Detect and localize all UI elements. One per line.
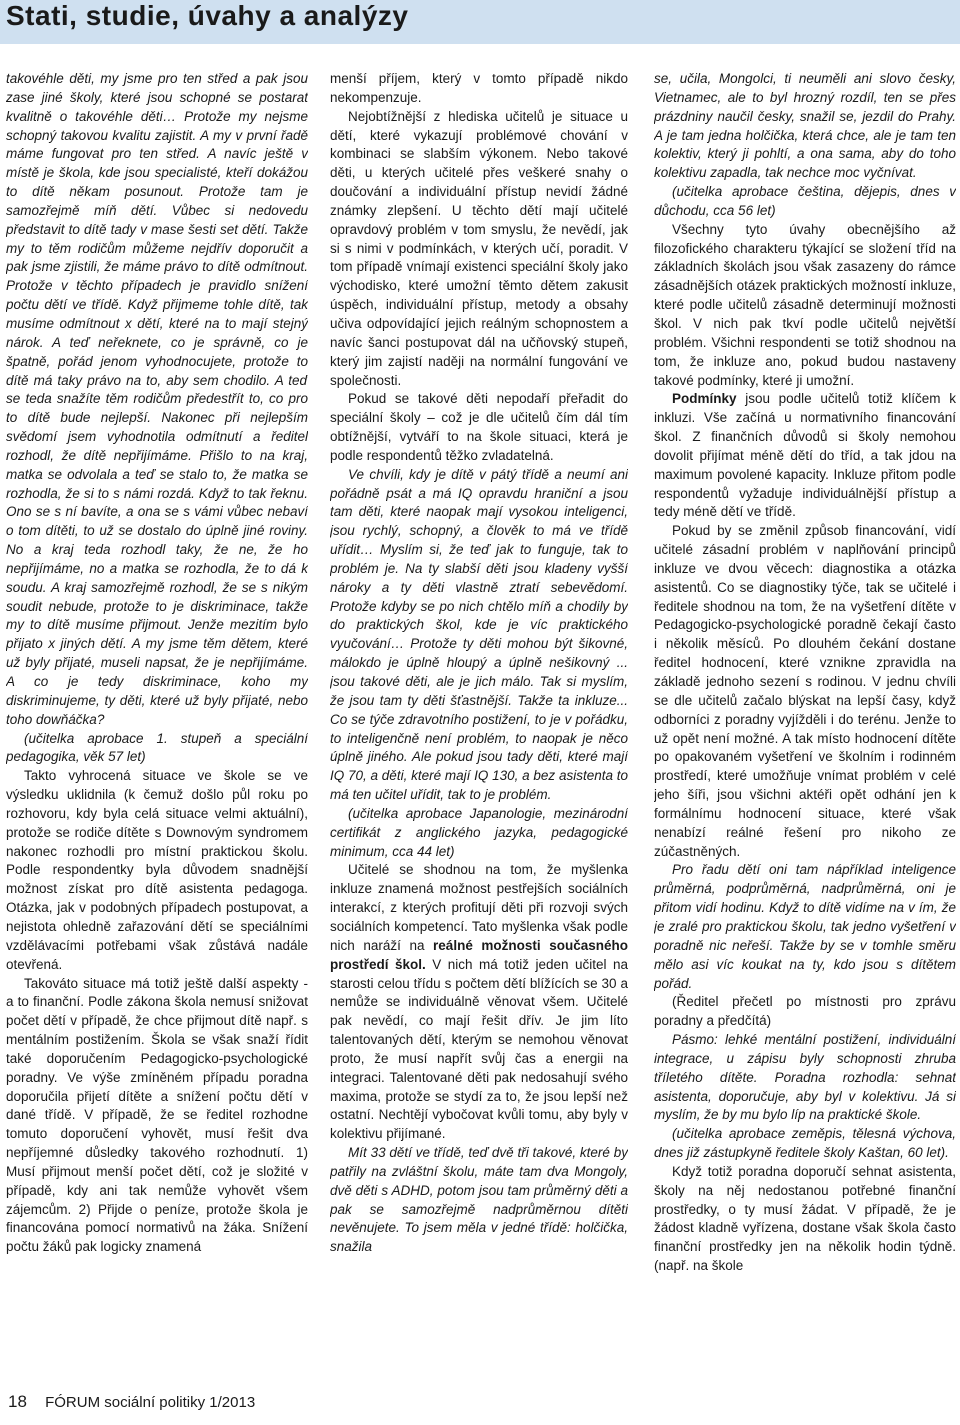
text-column-1 — [6, 70, 308, 1360]
paragraph: se, učila, Mongolci, ti neuměli ani slovo česky, Vietnamec, ale to byl hrozný rozdíl, ten se přes prázdniny naučil česky, snažil se, jezdil do Prahy. A je tam jedna holčička, která chce, ale je tam ten kolektiv, který ji pohltí, a ona sama, aby do toho kolektivu zapadla, tak nechce moc vyčnívat. — [654, 71, 956, 181]
section-title: Stati, studie, úvahy a analýzy — [6, 0, 409, 31]
paragraph: (učitelka aprobace 1. stupeň a speciální pedagogika, věk 57 let) — [6, 730, 308, 765]
paragraph: Nejobtížnější z hlediska učitelů je situace u dětí, které vykazují problémové chování v kombinaci se slabším výkonem. Nebo takové děti, u kterých učitelé přes veškeré snahy o doučování a individuální přístup nevidí žádné známky zlepšení. U těchto dětí mají učitelé opravdový problém v tom smyslu, že nevědí, jak si s nimi v podmínkách, v kterých učí, poradit. V tom případě vnímají existenci speciální školy jako východisko, které umožní těmto dětem zakusit úspěch, individuální přístup, metody a obsahy učiva odpovídající jejich reálným schopnostem a navíc šanci postupovat dál na učňovský stupeň, který jim zajistí naději na normální fungování ve společnosti. — [330, 108, 628, 388]
section-header-bar — [0, 0, 960, 44]
paragraph: (Ředitel přečetl po místnosti pro zprávu poradny a předčítá) — [654, 994, 956, 1029]
text-column-3 — [654, 70, 956, 1360]
paragraph: Pro řadu dětí oni tam nápříklad inteligence průměrná, podprůměrná, nadprůměrná, oni je přitom vidí hodinu. Když to dítě vidíme na v ím, že je zralé pro praktickou školu, tak jedno vyšetření v poradně nic neřeší. Takže by se v tomhle směru mělo asi víc koukat na ty, kdo jsou s dítětem pořád. — [654, 862, 956, 991]
paragraph: Učitelé se shodnou na tom, že myšlenka inkluze znamená možnost pestřejších sociálních interakcí, z kterých profitují děti při rozvoji svých sociálních kompetencí. Tato myšlenka však podle nich naráží na reálné možnosti současného prostředí škol. V nich má totiž jeden učitel na starosti celou třídu s počtem dětí blížících se 30 a nemůže se individuálně věnovat všem. Učitelé pak nevědí, co mají řešit dřív. Je jim líto talentovaných dětí, kterým se nemohou věnovat proto, že musí napřít svůj čas a energii na integraci. Talentované děti pak nedosahují svého maxima, protože se stydí za to, že jsou lepší než ostatní. Nechtějí vybočovat kvůli tomu, aby byly v kolektivu přijímané. — [330, 862, 628, 1142]
paragraph: Takováto situace má totiž ještě další aspekty - a to finanční. Podle zákona škola nemusí snižovat počet dětí v případě, že chce přijmout dítě např. s mentálním postižením. Škola se však snaží řídit také doporučením Pedagogicko-psychologické poradny. Ve výše zmíněném případu poradna doporučila přijetí dítěte a snížení počtu dětí v dané třídě. V případě, že se ředitel rozhodne tomuto doporučení vyhovět, musí řešit dva nepříjemné důsledky takového rozhodnutí. 1) Musí přijmout menší počet dětí, což je složité v případě, kdy ani tak nemůže vyhovět všem zájemcům. 2) Přijde o peníze, protože škola je financována pomocí normativů na žáka. Snížení počtu žáků pak logicky znamená — [6, 975, 308, 1255]
paragraph: menší příjem, který v tomto případě nikdo nekompenzuje. — [330, 71, 628, 105]
paragraph: Pokud by se změnil způsob financování, vidí učitelé zásadní problém v naplňování principů inkluze ve dvou věcech: diagnostika a otázka asistentů. Co se diagnostiky týče, tak se učitelé i ředitele shodnou na tom, že na vyšetření dítěte v Pedagogicko-psychologické poradně čekají často i několik měsíců. Po dlouhém čekání dostane ředitel hodnocení, které vznikne zpravidla na základě jednoho sezení s rodinou. V jednu chvíli se dle učitelů začalo blýskat na lepší časy, když odborníci z poradny vyjížděli i do terénu. Jenže to už opět není možné. A tak místo hodnocení dítěte po opakovaném vyšetření ve školním i rodinném prostředí, které umožňuje vnímat problém v celé jeho šíři, jsou všichni aktéři opět odhání jen k formálnímu hodnocení situace, které však nenabízí reálné řešení pro nikoho ze zúčastněných. — [654, 523, 956, 859]
paragraph: Takto vyhrocená situace ve škole se ve výsledku uklidnila (k čemuž došlo půl roku po rozhovoru, kdy byla celá situace velmi aktuální), protože se rodiče dítěte s Downovým syndromem nakonec rozhodli pro místní praktickou školu. Podle respondentky byla důvodem snadnější možnost získat pro dítě asistenta pedagoga. Otázka, jak v podobných případech postupovat, a nejistota ohledně zařazování dětí se speciálními vzdělávacími potřebami však zůstává nadále otevřená. — [6, 768, 308, 972]
publication-name: FÓRUM sociální politiky 1/2013 — [45, 1394, 256, 1411]
paragraph: Když totiž poradna doporučí sehnat asistenta, školy na něj nedostanou potřebné finanční prostředky, o ty musí žádat. V případě, že je žádost kladně vyřízena, dostane však škola často finanční prostředky jen na několik hodin týdně. (např. na škole — [654, 1163, 956, 1274]
text-column-2 — [330, 70, 628, 1360]
paragraph: Mít 33 dětí ve třídě, teď dvě tři takové, které by patřily na zvláštní školu, máte tam dva Mongoly, dvě děti s ADHD, potom jsou tam průměrný děti a pak se samozřejmě nadprůměrnou dítěti nevěnujete. To jsem měla v jedné třídě: holčička, snažila — [330, 1145, 628, 1255]
page-number: 18 — [8, 1392, 27, 1411]
paragraph: (učitelka aprobace zeměpis, tělesná výchova, dnes již zástupkyně ředitele školy Kaštan, 60 let). — [654, 1126, 956, 1161]
paragraph: Podmínky jsou podle učitelů totiž klíčem k inkluzi. Vše začíná u normativního financování škol. Z finančních důvodů si školy nemohou dovolit přijímat méně dětí do tříd, a tak jdou na maximum povolené kapacity. Inkluze přitom podle respondentů vyžaduje individuálnější přístup a tedy méně dětí ve třídě. — [654, 391, 956, 520]
paragraph: Všechny tyto úvahy obecnějšího až filozofického charakteru týkající se složení tříd na základních školách jsou však zasazeny do rámce zásadnějších otázek praktických možností inkluze, které podle učitelů zásadně determinují možnosti škol. V nich pak tkví podle učitelů největší problém. Všichni respondenti se totiž shodnou na tom, že inkluze ano, pokud budou nastaveny takové podmínky, které ji umožní. — [654, 221, 956, 388]
paragraph: (učitelka aprobace čeština, dějepis, dnes v důchodu, cca 56 let) — [654, 184, 956, 218]
paragraph: Ve chvíli, kdy je dítě v pátý třídě a neumí ani pořádně psát a má IQ opravdu hraniční a jsou tam děti, které naopak mají vysokou inteligenci, jsou rychlý, schopný, a člověk to má ve třídě uřídit… Myslím si, že teď jak to funguje, tak to problém je. Na ty slabší děti jsou kladeny vyšší nároky a ty děti vlastně ztratí sebevědomí. Protože kdyby se po nich chtělo míň a chodily by do praktických škol, kde je víc praktického vyučování… Protože ty děti mohou být šikovné, málokdo je úplně hloupý a úplně nešikovný ... jsou takové děti, ale je jich málo. Tak si myslím, že jsou tam ty děti šťastnější. Takže ta inkluze... Co se týče zdravotního postižení, to je v pořádku, to inteligenčně není problém, to naopak je něco úplně jiného. Ale pokud jsou tady děti, které mají IQ 70, a děti, které mají IQ 130, a bez asistenta to má ten učitel uřídit, tak to je problém. — [330, 466, 628, 803]
page-footer — [8, 1390, 255, 1414]
paragraph: takovéhle děti, my jsme pro ten střed a pak jsou zase jiné školy, které jsou schopné se postarat kvalitně o takovéhle děti… Protože my nejsme schopný takovou kvalitu zajistit. A my v první řadě máme fungovat pro ten střed. A navíc ještě v místě je škola, kde jsou specialisté, kteří dokážou to dítě někam posunout. Protože tam je samozřejmě míň dětí. Vůbec si nedovedu představit to dítě tady v mase šesti set dětí. Takže my to těm rodičům můžeme nejdřív doporučit a pak jsme zjistili, že máme právo to dítě odmítnout. Protože v těchto případech je pravidlo snížení počtu dětí ve třídě. Když přijmeme tohle dítě, tak musíme odmítnout x dětí, které na to mají stejný nárok. A teď neřeknete, co je správně, co je špatně, pořád jenom vyhodnocujete, protože to dítě má taky právo na to, aby sem chodilo. A teď se teda snažíte těm rodičům předestřít to, co pro to dítě bude nejlepší. Nakonec při nejlepším svědomí jsem vyhodnotila odmítnutí a ředitel rozhodl, že dítě nepřijímáme. Přišlo to na kraj, matka se odvolala a teď se stalo to, že matka se rozhodla, že si to s námi rozdá. Když to tak řeknu. Ono se s ní bavíte, a ona se s vámi vůbec nebaví o tom dítěti, to už se dostalo do úplně jiné roviny. No a kraj teda rozhodl taky, že ne, že ho nepřijímáme, no a matka se rozhodla, že to dá k soudu. A kraj samozřejmě rozhodl, že se s nikým soudit nebude, protože to je diskriminace, takže my to dítě musíme přijmout. Jenže mezitím bylo přijato x jiných dětí. A my jsme těm dětem, které už byly přijaté, museli napsat, že je nepřijímáme. A co je tedy diskriminace, koho my diskriminujeme, ty děti, které už byly přijaté, nebo toho dowňáčka? — [6, 71, 308, 727]
paragraph: (učitelka aprobace Japanologie, mezinárodní certifikát z anglického jazyka, pedagogické minimum, cca 44 let) — [330, 805, 628, 859]
paragraph: Pásmo: lehké mentální postižení, individuální integrace, u zápisu byly schopnosti zhruba tříletého dítěte. Poradna rozhodla: sehnat asistenta, doporučuje, aby byl v kolektivu. Já si myslím, že by mu bylo líp na praktické škole. — [654, 1032, 956, 1123]
paragraph: Pokud se takové děti nepodaří přeřadit do speciální školy – což je dle učitelů čím dál tím obtížnější, vytváří to na škole situaci, která je podle respondentů těžko zvladatelná. — [330, 391, 628, 463]
